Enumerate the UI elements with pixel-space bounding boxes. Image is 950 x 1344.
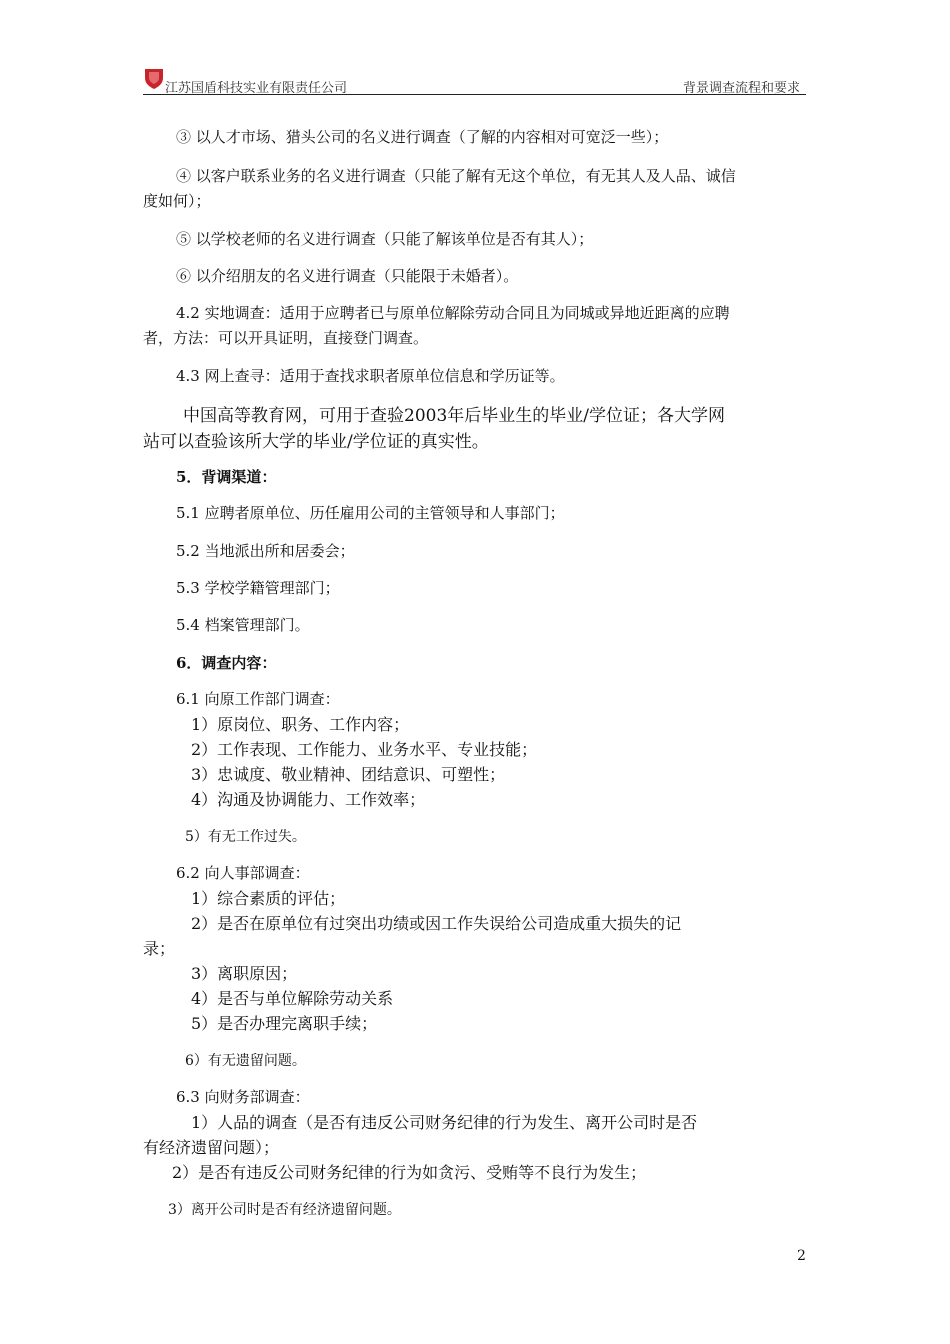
list-item: 5）是否办理完离职手续； [191,1014,378,1033]
page-header [143,62,806,95]
text-line: 站可以查验该所大学的毕业/学位证的真实性。 [143,432,489,452]
text-line: ④ 以客户联系业务的名义进行调查（只能了解有无这个单位，有无其人及人品、诚信 [176,167,736,185]
company-logo-icon [143,66,165,90]
list-item: 3）离职原因； [191,964,298,983]
header-company-name: 江苏国盾科技实业有限责任公司 [165,81,348,96]
text-line: 5.1 应聘者原单位、历任雇用公司的主管领导和人事部门； [176,504,565,522]
text-line: ⑤ 以学校老师的名义进行调查（只能了解该单位是否有其人）； [176,230,594,248]
text-line: 5.4 档案管理部门。 [176,616,310,634]
list-item: 2）是否在原单位有过突出功绩或因工作失误给公司造成重大损失的记 [191,914,682,933]
header-document-title: 背景调查流程和要求 [682,81,800,96]
text-line: 6.1 向原工作部门调查： [176,690,340,708]
section-heading: 6．调查内容： [176,654,277,672]
list-item: 6）有无遗留问题。 [185,1053,306,1069]
text-line: 4.2 实地调查：适用于应聘者已与原单位解除劳动合同且为同城或异地近距离的应聘 [176,304,730,322]
text-line: 者，方法：可以开具证明，直接登门调查。 [143,329,429,347]
list-item: 3）离开公司时是否有经济遗留问题。 [168,1202,401,1218]
text-line: 6.2 向人事部调查： [176,864,310,882]
text-line: 5.3 学校学籍管理部门； [176,579,340,597]
text-line: ③ 以人才市场、猎头公司的名义进行调查（了解的内容相对可宽泛一些）； [176,128,669,146]
list-item: 2）工作表现、工作能力、业务水平、专业技能； [191,740,538,759]
text-line: 4.3 网上查寻：适用于查找求职者原单位信息和学历证等。 [176,367,565,385]
list-item: 5）有无工作过失。 [185,829,306,845]
list-item: 2）是否有违反公司财务纪律的行为如贪污、受贿等不良行为发生； [172,1163,647,1182]
text-line: 5.2 当地派出所和居委会； [176,542,355,560]
list-item: 1）人品的调查（是否有违反公司财务纪律的行为发生、离开公司时是否 [191,1113,698,1132]
text-line: 度如何）； [143,192,211,210]
list-item: 4）沟通及协调能力、工作效率； [191,790,426,809]
list-item: 1）综合素质的评估； [191,889,346,908]
list-item: 有经济遗留问题）； [143,1138,280,1157]
list-item: 1）原岗位、职务、工作内容； [191,715,410,734]
section-heading: 5．背调渠道： [176,468,277,486]
text-line: ⑥ 以介绍朋友的名义进行调查（只能限于未婚者）。 [176,267,519,285]
list-item: 4）是否与单位解除劳动关系 [191,989,394,1008]
page-number: 2 [797,1248,806,1264]
list-item: 录； [143,939,176,958]
text-line: 中国高等教育网，可用于查验2003年后毕业生的毕业/学位证；各大学网 [183,406,725,426]
text-line: 6.3 向财务部调查： [176,1088,310,1106]
list-item: 3）忠诚度、敬业精神、团结意识、可塑性； [191,765,506,784]
